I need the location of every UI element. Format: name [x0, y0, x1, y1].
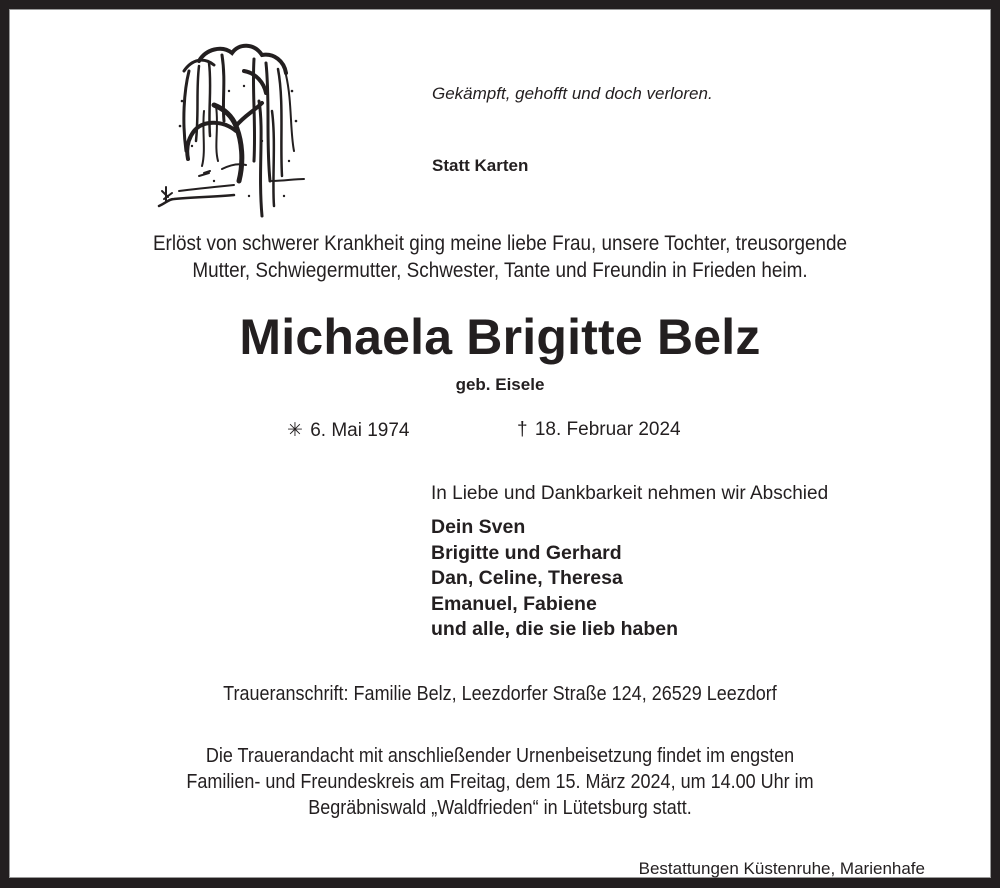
service-line: Die Trauerandacht mit anschließender Urnenbeisetzung findet im engsten	[205, 745, 795, 767]
farewell-line: In Liebe und Dankbarkeit nehmen wir Abschied	[431, 483, 829, 504]
maiden-name: geb. Eisele	[455, 375, 545, 394]
death-cross-icon: †	[517, 419, 528, 440]
service-line: Begräbniswald „Waldfrieden“ in Lütetsburg statt.	[308, 797, 692, 819]
death-date-text: 18. Februar 2024	[534, 419, 681, 440]
birth-date	[287, 419, 410, 442]
mourner: Brigitte und Gerhard	[431, 541, 622, 564]
obituary-notice	[9, 9, 991, 878]
mourning-address: Traueranschrift: Familie Belz, Leezdorfer Straße 124, 26529 Leezdorf	[223, 683, 777, 705]
mourner: Emanuel, Fabiene	[431, 592, 597, 615]
mourner: und alle, die sie lieb haben	[431, 618, 679, 641]
mourner: Dein Sven	[431, 516, 526, 538]
intro-line: Erlöst von schwerer Krankheit ging meine liebe Frau, unsere Tochter, treusorgende	[152, 232, 848, 255]
intro-line: Mutter, Schwiegermutter, Schwester, Tante und Freundin in Frieden heim.	[192, 259, 808, 282]
weeping-willow-icon	[144, 31, 314, 226]
intro-text	[58, 230, 942, 284]
service-line: Familien- und Freundeskreis am Freitag, dem 15. März 2024, um 14.00 Uhr im	[186, 771, 814, 793]
service-info	[58, 743, 942, 821]
undertaker: Bestattungen Küstenruhe, Marienhafe	[638, 859, 925, 878]
mourner: Dan, Celine, Theresa	[431, 567, 623, 590]
birth-star-icon: ✳	[287, 420, 303, 441]
death-date	[517, 419, 681, 441]
quote: Gekämpft, gehofft und doch verloren.	[432, 84, 713, 103]
statt-karten-label: Statt Karten	[432, 156, 529, 175]
deceased-name: Michaela Brigitte Belz	[239, 309, 761, 365]
mourners-list	[431, 515, 678, 643]
birth-date-text: 6. Mai 1974	[310, 420, 410, 441]
